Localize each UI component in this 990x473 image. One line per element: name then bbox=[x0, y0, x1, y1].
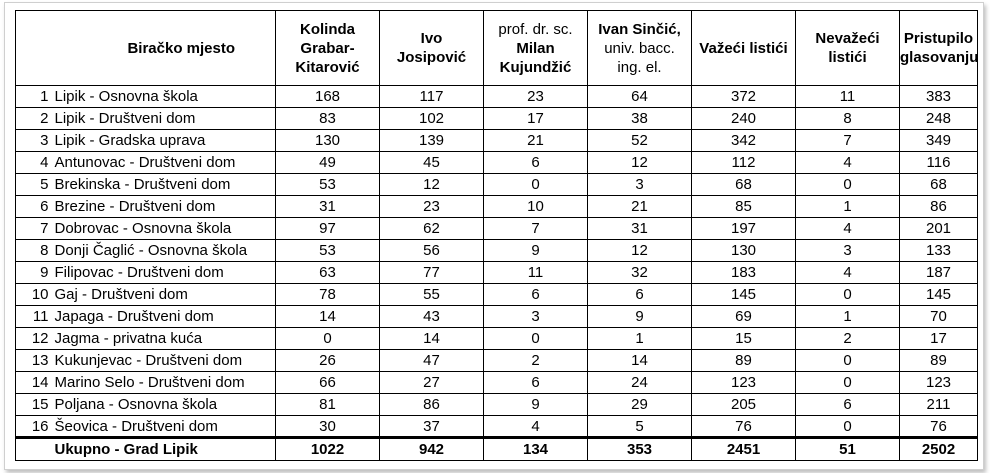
total-number bbox=[16, 438, 52, 461]
table-row: 14 Marino Selo - Društveni dom 66 27 6 24 123 0 123 bbox=[16, 372, 978, 394]
table-row: 2 Lipik - Društveni dom 83 102 17 38 240 8 248 bbox=[16, 108, 978, 130]
table-row: 7 Dobrovac - Osnovna škola 97 62 7 31 197 4 201 bbox=[16, 218, 978, 240]
header-row bbox=[16, 11, 978, 86]
table-row: 9 Filipovac - Društveni dom 63 77 11 32 183 4 187 bbox=[16, 262, 978, 284]
header-valid: Važeći listići bbox=[692, 11, 796, 86]
table-row: 16 Šeovica - Društveni dom 30 37 4 5 76 0 76 bbox=[16, 416, 978, 438]
header-kgk: Kolinda Grabar- Kitarović bbox=[276, 11, 380, 86]
total-is: 353 bbox=[588, 438, 692, 461]
total-valid: 2451 bbox=[692, 438, 796, 461]
table-row: 10 Gaj - Društveni dom 78 55 6 6 145 0 145 bbox=[16, 284, 978, 306]
header-number bbox=[16, 11, 52, 86]
table-row: 4 Antunovac - Društveni dom 49 45 6 12 112 4 116 bbox=[16, 152, 978, 174]
total-row bbox=[16, 438, 978, 461]
header-turnout: Pristupilo glasovanju bbox=[900, 11, 978, 86]
header-place: Biračko mjesto bbox=[52, 11, 276, 86]
table-row: 8 Donji Čaglić - Osnovna škola 53 56 9 12 130 3 133 bbox=[16, 240, 978, 262]
total-mk: 134 bbox=[484, 438, 588, 461]
total-turnout: 2502 bbox=[900, 438, 978, 461]
total-kgk: 1022 bbox=[276, 438, 380, 461]
header-mk: prof. dr. sc. Milan Kujundžić bbox=[484, 11, 588, 86]
table-row: 11 Japaga - Društveni dom 14 43 3 9 69 1 70 bbox=[16, 306, 978, 328]
table-row: 15 Poljana - Osnovna škola 81 86 9 29 205 6 211 bbox=[16, 394, 978, 416]
total-invalid: 51 bbox=[796, 438, 900, 461]
table-frame bbox=[4, 2, 984, 470]
results-table bbox=[15, 10, 978, 461]
header-ij: Ivo Josipović bbox=[380, 11, 484, 86]
table-row: 13 Kukunjevac - Društveni dom 26 47 2 14 89 0 89 bbox=[16, 350, 978, 372]
table-row: 5 Brekinska - Društveni dom 53 12 0 3 68 0 68 bbox=[16, 174, 978, 196]
total-ij: 942 bbox=[380, 438, 484, 461]
table-row: 6 Brezine - Društveni dom 31 23 10 21 85 1 86 bbox=[16, 196, 978, 218]
table-row: 1 Lipik - Osnovna škola 168 117 23 64 372 11 383 bbox=[16, 86, 978, 108]
header-is: Ivan Sinčić, univ. bacc. ing. el. bbox=[588, 11, 692, 86]
total-label: Ukupno - Grad Lipik bbox=[52, 438, 276, 461]
header-invalid: Nevažeći listići bbox=[796, 11, 900, 86]
table-row: 3 Lipik - Gradska uprava 130 139 21 52 342 7 349 bbox=[16, 130, 978, 152]
table-row: 12 Jagma - privatna kuća 0 14 0 1 15 2 17 bbox=[16, 328, 978, 350]
